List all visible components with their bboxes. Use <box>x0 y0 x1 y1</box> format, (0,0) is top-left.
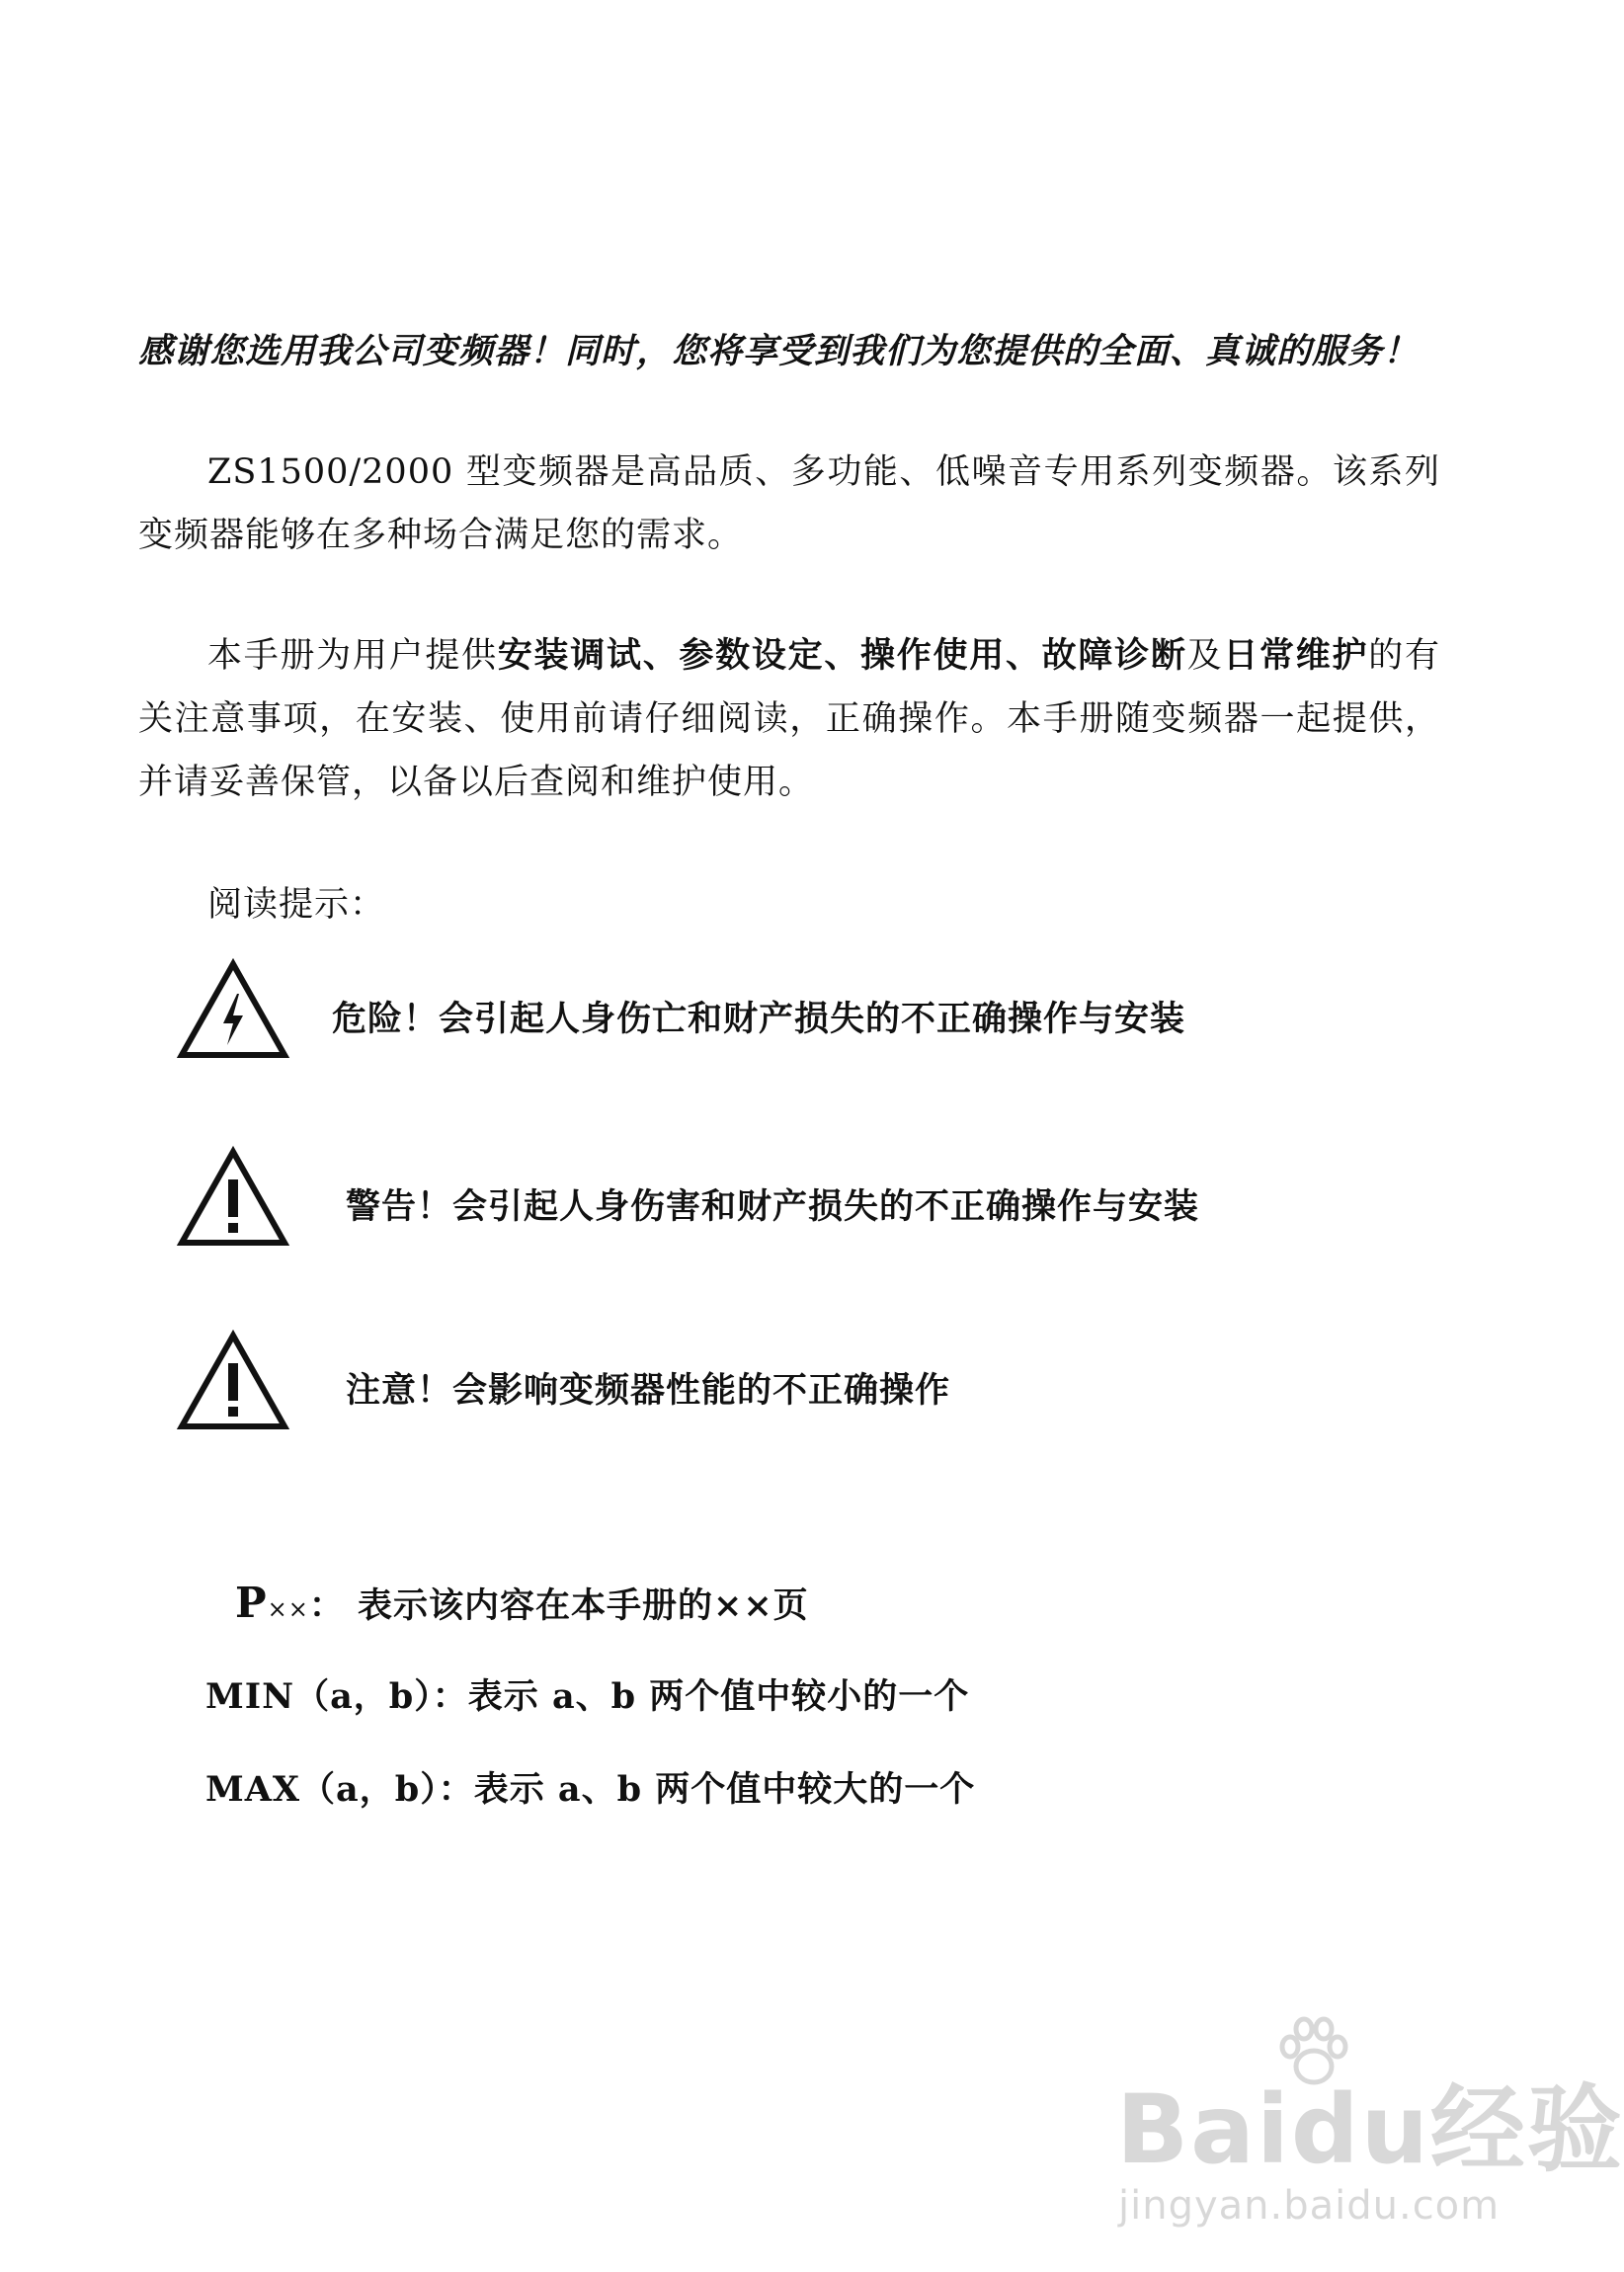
intro-line: 感谢您选用我公司变频器！同时，您将享受到我们为您提供的全面、真诚的服务！ <box>138 331 1420 371</box>
danger-lightning-icon <box>178 960 288 1059</box>
danger-row <box>178 960 1363 1079</box>
page-ref-text: ： 表示该内容在本手册的××页 <box>308 1585 809 1626</box>
page-ref-p: P <box>235 1579 268 1627</box>
danger-text: 危险！会引起人身伤亡和财产损失的不正确操作与安装 <box>332 999 1186 1039</box>
manual-text-1: 本手册为用户提供 <box>207 636 498 676</box>
caution-row <box>178 1332 1363 1450</box>
page-ref-sub: ×× <box>267 1595 309 1623</box>
warning-row <box>178 1148 1363 1266</box>
reading-tips-label: 阅读提示： <box>207 885 386 925</box>
manual-text-2: 及 <box>1186 636 1224 676</box>
product-description-paragraph: ZS1500/2000 型变频器是高品质、多功能、低噪音专用系列变频器。该系列变频器能够在多种场合满足您的需求。 <box>138 452 1440 555</box>
caution-text: 注意！会影响变频器性能的不正确操作 <box>346 1370 951 1411</box>
baidu-jingyan-watermark <box>1106 2015 1624 2242</box>
caution-exclamation-icon <box>178 1332 288 1430</box>
page-reference-legend <box>235 1579 809 1628</box>
manual-usage-paragraph <box>138 624 1440 814</box>
warning-exclamation-icon <box>178 1148 288 1247</box>
manual-text-3: 的有关注意事项，在安装、使用前请仔细阅读，正确操作。本手册随变频器一起提供，并请妥善保管，以备以后查阅和维护使用。 <box>138 636 1440 802</box>
manual-bold-maintenance: 日常维护 <box>1223 635 1369 676</box>
watermark-url: jingyan.baidu.com <box>1118 2183 1501 2229</box>
manual-bold-topics: 安装调试、参数设定、操作使用、故障诊断 <box>497 635 1187 676</box>
max-legend: MAX（a，b）：表示 a、b 两个值中较大的一个 <box>205 1769 976 1810</box>
watermark-logo: Baidu经验 <box>1116 2074 1624 2185</box>
warning-text: 警告！会引起人身伤害和财产损失的不正确操作与安装 <box>346 1186 1200 1227</box>
min-legend: MIN（a，b）：表示 a、b 两个值中较小的一个 <box>205 1676 970 1717</box>
